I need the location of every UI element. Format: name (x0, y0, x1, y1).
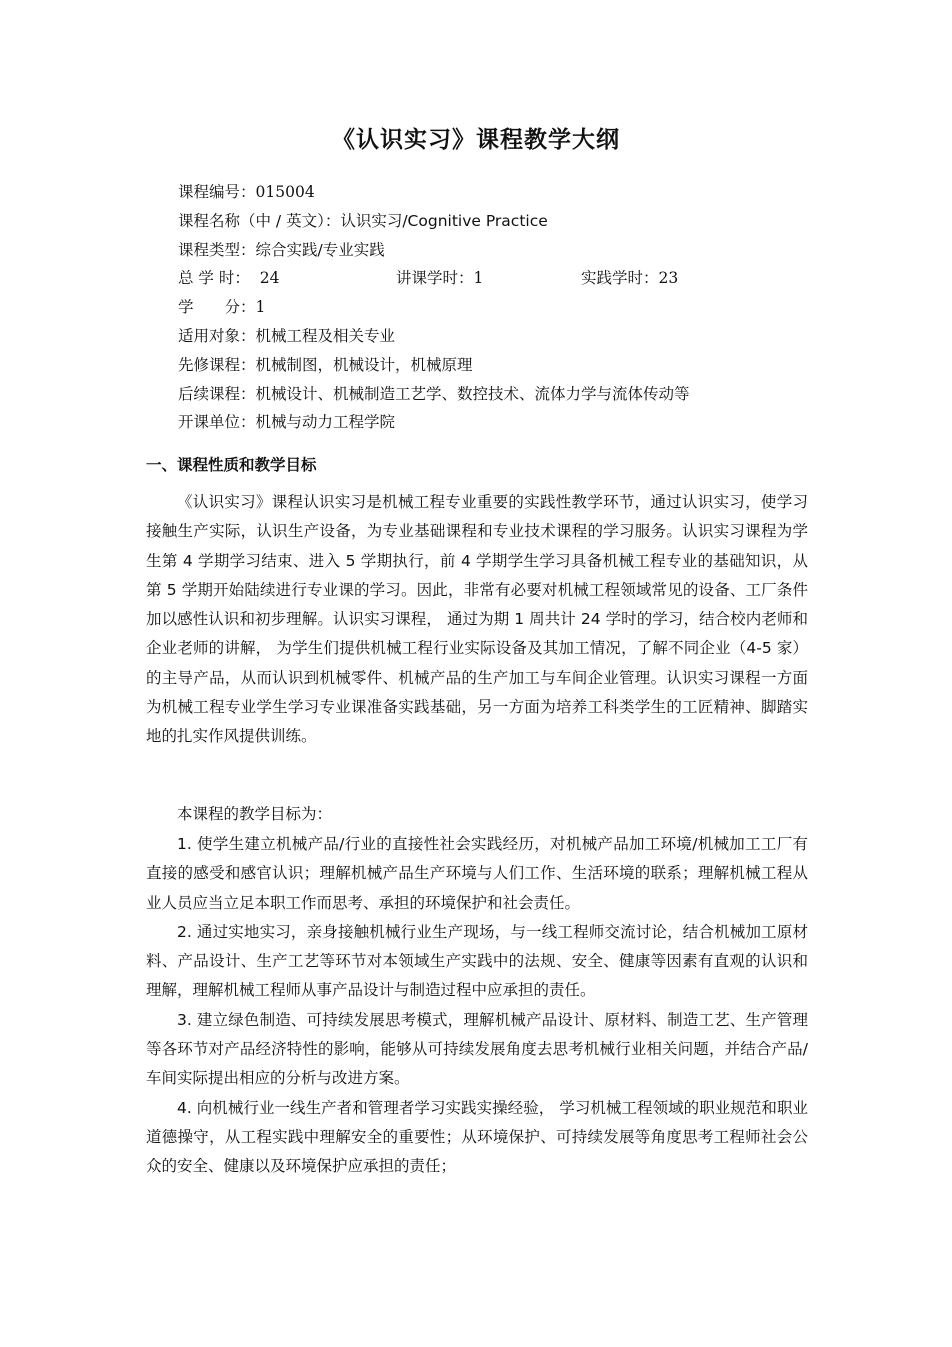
course-info-block (178, 178, 818, 437)
course-type-value: 综合实践/专业实践 (255, 240, 385, 259)
followup-value: 机械设计、机械制造工艺学、数控技术、流体力学与流体传动等 (255, 384, 690, 403)
total-hours-group (178, 264, 279, 293)
course-type-row (178, 236, 818, 265)
prerequisite-label: 先修课程： (178, 355, 256, 374)
credits-value: 1 (255, 298, 266, 317)
prerequisite-value: 机械制图，机械设计，机械原理 (255, 355, 473, 374)
hours-row (178, 264, 818, 293)
course-name-row (178, 207, 818, 236)
intro-paragraph: 《认识实习》课程认识实习是机械工程专业重要的实践性教学环节，通过认识实习，使学习接触生产实际，认识生产设备，为专业基础课程和专业技术课程的学习服务。认识实习课程为学生第 4 学期学习结束、进入 5 学期执行，前 4 学期学生学习具备机械工程专业的基础知识，从第 5 学期开始陆续进行专业课的学习。因此，非常有必要对机械工程领域常见的设备、工厂条件加以感性认识和初步理解。认识实习课程， 通过为期 1 周共计 24 学时的学习，结合校内老师和企业老师的讲解， 为学生们提供机械工程行业实际设备及其加工情况，了解不同企业（4-5 家）的主导产品，从而认识到机械零件、机械产品的生产加工与车间企业管理。认识实习课程一方面为机械工程专业学生学习专业课准备实践基础，另一方面为培养工科类学生的工匠精神、脚踏实地的扎实作风提供训练。 (146, 493, 808, 746)
audience-label: 适用对象： (178, 326, 256, 345)
lecture-hours-label: 讲课学时： (396, 269, 474, 288)
lecture-hours-group (396, 264, 483, 293)
practice-hours-label: 实践学时： (581, 269, 659, 288)
total-hours-label: 总 学 时： (178, 269, 250, 288)
total-hours-value: 24 (259, 269, 280, 288)
department-row (178, 408, 818, 437)
goal-item-4: 4. 向机械行业一线生产者和管理者学习实践实操经验， 学习机械工程领域的职业规范和职业道德操守，从工程实践中理解安全的重要性；从环境保护、可持续发展等角度思考工程师社会公众的安全、健康以及环境保护应承担的责任； (146, 1098, 808, 1176)
followup-label: 后续课程： (178, 384, 256, 403)
document-title: 《认识实习》课程教学大纲 (332, 127, 620, 153)
goals-list (146, 830, 808, 1182)
course-type-label: 课程类型： (178, 240, 256, 259)
course-name-label: 课程名称（中 / 英文）： (178, 211, 341, 230)
goal-item-1: 1. 使学生建立机械产品/行业的直接性社会实践经历，对机械产品加工环境/机械加工工厂有直接的感受和感官认识；理解机械产品生产环境与人们工作、生活环境的联系；理解机械工程从业人员应当立足本职工作而思考、承担的环境保护和社会责任。 (146, 835, 808, 912)
course-code-label: 课程编号： (178, 183, 256, 201)
course-name-value: 认识实习/Cognitive Practice (340, 211, 548, 230)
department-value: 机械与动力工程学院 (255, 413, 396, 432)
section-heading-1: 一、课程性质和教学目标 (146, 456, 317, 474)
practice-hours-value: 23 (658, 269, 679, 288)
goal-item-2: 2. 通过实地实习，亲身接触机械行业生产现场，与一线工程师交流讨论，结合机械加工原材料、产品设计、生产工艺等环节对本领域生产实践中的法规、安全、健康等因素有直观的认识和理解，理解机械工程师从事产品设计与制造过程中应承担的责任。 (146, 922, 808, 1000)
credits-label: 学 分： (178, 298, 256, 317)
audience-row (178, 322, 818, 351)
course-code-value: 015004 (255, 183, 315, 201)
course-code-row (178, 178, 818, 207)
prerequisite-row (178, 351, 818, 380)
practice-hours-group (581, 264, 678, 293)
lecture-hours-value: 1 (473, 269, 484, 288)
audience-value: 机械工程及相关专业 (255, 326, 396, 345)
followup-row (178, 380, 818, 409)
goals-heading: 本课程的教学目标为： (177, 805, 333, 823)
credits-row (178, 293, 818, 322)
department-label: 开课单位： (178, 413, 256, 432)
goal-item-3: 3. 建立绿色制造、可持续发展思考模式，理解机械产品设计、原材料、制造工艺、生产管理等各环节对产品经济特性的影响，能够从可持续发展角度去思考机械行业相关问题，并结合产品/车间实际提出相应的分析与改进方案。 (146, 1010, 808, 1088)
